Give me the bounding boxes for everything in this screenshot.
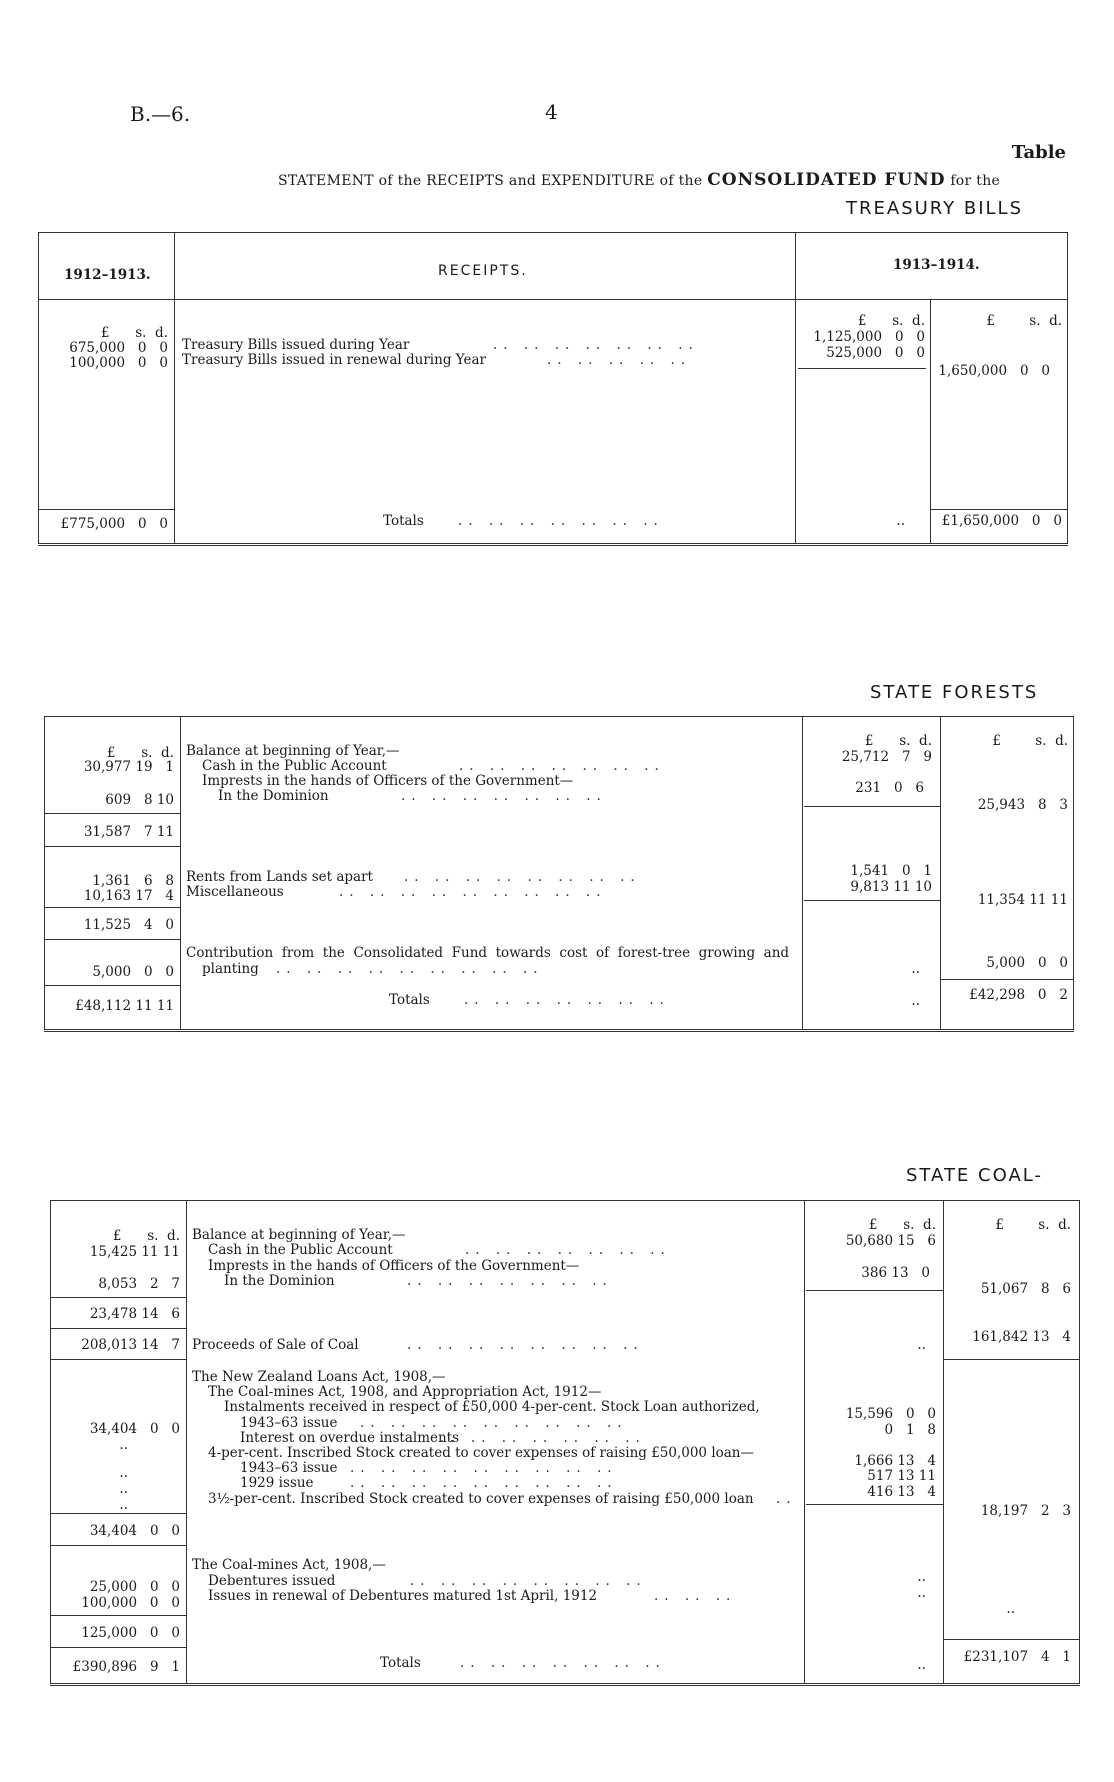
forests-contrib-mid: .. xyxy=(911,961,920,977)
coal-totals-label: Totals xyxy=(380,1655,421,1671)
leader-dots: .. .. .. .. .. .. .. xyxy=(460,1655,666,1671)
coal-cash-label: Cash in the Public Account xyxy=(208,1242,393,1258)
coal-deb-label: Debentures issued xyxy=(208,1573,336,1589)
leader-dots: .. .. .. .. .. .. .. xyxy=(459,758,665,774)
leader-dots: .. .. .. .. .. xyxy=(547,352,692,368)
coal-interest-prev: .. xyxy=(119,1437,128,1453)
forests-cash-prev: 30,977 19 1 xyxy=(83,759,174,775)
coal-inscribed-label: 4-per-cent. Inscribed Stock created to cover expenses of raising £50,000 loan— xyxy=(208,1445,755,1461)
forests-misc-curr: 9,813 11 10 xyxy=(850,879,932,895)
treasury-prev-1: 675,000 0 0 xyxy=(69,340,168,356)
section-title-treasury-bills: TREASURY BILLS xyxy=(846,198,1024,219)
forests-cash-curr: 25,712 7 9 xyxy=(841,749,932,765)
state-coal-table xyxy=(50,1200,1080,1686)
forests-totals-curr: £42,298 0 2 xyxy=(969,987,1068,1003)
forests-contrib-curr: 5,000 0 0 xyxy=(986,955,1068,971)
coal-deb-prev: 25,000 0 0 xyxy=(89,1579,180,1595)
coal-instal-label-1: Instalments received in respect of £50,000 4-per-cent. Stock Loan authorized, xyxy=(224,1399,760,1415)
statement-title xyxy=(278,170,1000,190)
coal-sale-prev: 208,013 14 7 xyxy=(81,1337,180,1353)
coal-sale-label: Proceeds of Sale of Coal xyxy=(192,1337,359,1353)
coal-sub2-prev: 34,404 0 0 xyxy=(89,1523,180,1539)
coal-instal-prev: 34,404 0 0 xyxy=(89,1421,180,1437)
coal-balance-total: 51,067 8 6 xyxy=(980,1281,1071,1297)
forests-misc-label: Miscellaneous xyxy=(186,884,284,900)
coal-dominion-label: In the Dominion xyxy=(224,1273,335,1289)
forests-contrib-prev: 5,000 0 0 xyxy=(92,964,174,980)
treasury-totals-label: Totals xyxy=(383,513,424,529)
coal-interest-curr: 0 1 8 xyxy=(884,1422,936,1438)
treasury-subtotal: 1,650,000 0 0 xyxy=(938,363,1050,379)
coal-renew-prev: 100,000 0 0 xyxy=(81,1595,180,1611)
leader-dots: .. .. .. .. .. .. .. xyxy=(464,992,670,1008)
forests-totals-mid: .. xyxy=(911,993,920,1009)
leader-dots: .. .. .. .. .. .. .. .. .. xyxy=(339,884,607,900)
treasury-label-2: Treasury Bills issued in renewal during Year xyxy=(182,352,486,368)
forests-dominion-label: In the Dominion xyxy=(218,788,329,804)
table-label: Table xyxy=(1011,142,1066,163)
forests-rents-label: Rents from Lands set apart xyxy=(186,869,373,885)
unit-curr1: £ s. d. xyxy=(857,313,925,329)
coal-cash-curr: 50,680 15 6 xyxy=(845,1233,936,1249)
forests-cash-label: Cash in the Public Account xyxy=(202,758,387,774)
coal-loans-total: 18,197 2 3 xyxy=(980,1503,1071,1519)
coal-sub3-prev: 125,000 0 0 xyxy=(81,1625,180,1641)
coal-half-label: 3½-per-cent. Inscribed Stock created to cover expenses of raising £50,000 loan xyxy=(208,1491,754,1507)
coal-totals-mid: .. xyxy=(917,1657,926,1673)
forests-balance-label: Balance at beginning of Year,— xyxy=(186,743,400,759)
forests-sub1-prev: 31,587 7 11 xyxy=(83,824,174,840)
coal-instal-label-2: 1943–63 issue xyxy=(240,1415,338,1431)
forests-imprests-label: Imprests in the hands of Officers of the Government— xyxy=(202,773,574,789)
leader-dots: .. .. .. xyxy=(654,1588,737,1604)
document-reference: B.—6. xyxy=(130,102,191,126)
treasury-totals-prev: £775,000 0 0 xyxy=(60,516,168,532)
coal-renew-label: Issues in renewal of Debentures matured 1st April, 1912 xyxy=(208,1588,598,1604)
col-header-receipts: RECEIPTS. xyxy=(438,263,528,279)
coal-balance-label: Balance at beginning of Year,— xyxy=(192,1227,406,1243)
leader-dots: .. .. .. .. .. .. .. xyxy=(493,337,699,353)
leader-dots: .. .. .. .. .. .. .. .. xyxy=(407,1337,644,1353)
coal-dominion-prev: 8,053 2 7 xyxy=(98,1276,180,1292)
col-header-1913: 1913–1914. xyxy=(893,257,980,273)
forests-contrib-label-1: Contribution from the Consolidated Fund towards cost of forest-tree growing and xyxy=(186,945,790,961)
unit-curr2: £ s. d. xyxy=(995,1217,1071,1233)
forests-contrib-label-2: planting xyxy=(202,961,259,977)
coal-half-curr: 416 13 4 xyxy=(867,1484,936,1500)
treasury-prev-2: 100,000 0 0 xyxy=(69,355,168,371)
unit-curr2: £ s. d. xyxy=(986,313,1062,329)
coal-sale-mid: .. xyxy=(917,1337,926,1353)
coal-coal-act-label: The Coal-mines Act, 1908, and Appropriation Act, 1912— xyxy=(208,1384,602,1400)
coal-dominion-curr: 386 13 0 xyxy=(861,1265,930,1281)
leader-dots: .. .. .. .. .. .. .. xyxy=(407,1273,613,1289)
coal-half-prev: .. xyxy=(119,1497,128,1513)
forests-rents-curr: 1,541 0 1 xyxy=(850,863,932,879)
coal-i1943-curr: 1,666 13 4 xyxy=(854,1453,936,1469)
leader-dots: .. .. .. .. .. .. .. xyxy=(401,788,607,804)
coal-imprests-label: Imprests in the hands of Officers of the Government— xyxy=(208,1258,580,1274)
section-title-state-coal: STATE COAL- xyxy=(906,1165,1043,1186)
unit-curr2: £ s. d. xyxy=(992,733,1068,749)
coal-i1943-label: 1943–63 issue xyxy=(240,1460,338,1476)
coal-i1929-prev: .. xyxy=(119,1481,128,1497)
coal-sale-curr: 161,842 13 4 xyxy=(972,1329,1071,1345)
leader-dots: .. .. .. .. .. .. .. .. .. xyxy=(360,1415,628,1431)
forests-totals-label: Totals xyxy=(389,992,430,1008)
leader-dots: .. .. .. .. .. .. .. xyxy=(458,513,664,529)
forests-dominion-prev: 609 8 10 xyxy=(105,792,174,808)
coal-totals-curr: £231,107 4 1 xyxy=(963,1649,1071,1665)
leader-dots: .. .. .. .. .. .. .. xyxy=(440,1430,646,1446)
unit-prev: £ s. d. xyxy=(100,325,168,341)
leader-dots: .. .. .. .. .. .. .. xyxy=(465,1242,671,1258)
coal-instal-curr: 15,596 0 0 xyxy=(845,1406,936,1422)
state-forests-table xyxy=(44,716,1074,1032)
unit-prev: £ s. d. xyxy=(106,745,174,761)
coal-deb-act-label: The Coal-mines Act, 1908,— xyxy=(192,1557,386,1573)
treasury-curr-1: 1,125,000 0 0 xyxy=(813,329,925,345)
unit-prev: £ s. d. xyxy=(112,1228,180,1244)
treasury-label-1: Treasury Bills issued during Year xyxy=(182,337,410,353)
leader-dots: .. .. .. .. .. .. .. .. .. xyxy=(350,1475,618,1491)
unit-curr1: £ s. d. xyxy=(868,1217,936,1233)
forests-dominion-curr: 231 0 6 xyxy=(855,780,924,796)
coal-sub1-prev: 23,478 14 6 xyxy=(89,1306,180,1322)
forests-rents-prev: 1,361 6 8 xyxy=(92,873,174,889)
leader-dots: .. .. .. .. .. .. .. .. .. xyxy=(276,961,544,977)
coal-i1929-curr: 517 13 11 xyxy=(867,1468,936,1484)
treasury-bills-table xyxy=(38,232,1068,546)
treasury-totals-mid: .. xyxy=(896,513,905,529)
leader-dots: .. xyxy=(776,1491,797,1507)
title-bold: CONSOLIDATED FUND xyxy=(707,170,946,190)
leader-dots: .. .. .. .. .. .. .. .. xyxy=(404,869,641,885)
leader-dots: .. .. .. .. .. .. .. .. xyxy=(410,1573,647,1589)
page-number: 4 xyxy=(545,100,558,124)
coal-nz-loans-label: The New Zealand Loans Act, 1908,— xyxy=(192,1369,446,1385)
title-post: for the xyxy=(950,173,1001,189)
coal-interest-label: Interest on overdue instalments xyxy=(240,1430,460,1446)
forests-sub2-prev: 11,525 4 0 xyxy=(83,917,174,933)
leader-dots: .. .. .. .. .. .. .. .. .. xyxy=(350,1460,618,1476)
treasury-curr-2: 525,000 0 0 xyxy=(826,345,925,361)
coal-totals-prev: £390,896 9 1 xyxy=(72,1659,180,1675)
treasury-totals-curr: £1,650,000 0 0 xyxy=(941,513,1062,529)
col-header-1912: 1912–1913. xyxy=(64,267,151,283)
coal-i1929-label: 1929 issue xyxy=(240,1475,314,1491)
coal-renew-curr: .. xyxy=(917,1585,926,1601)
coal-i1943-prev: .. xyxy=(119,1465,128,1481)
coal-deb-curr: .. xyxy=(917,1569,926,1585)
coal-deb-total: .. xyxy=(1006,1601,1015,1617)
forests-rents-total: 11,354 11 11 xyxy=(977,892,1068,908)
unit-curr1: £ s. d. xyxy=(864,733,932,749)
section-title-state-forests: STATE FORESTS xyxy=(870,682,1039,703)
forests-misc-prev: 10,163 17 4 xyxy=(83,888,174,904)
coal-cash-prev: 15,425 11 11 xyxy=(89,1244,180,1260)
forests-totals-prev: £48,112 11 11 xyxy=(75,998,174,1014)
title-pre: STATEMENT of the RECEIPTS and EXPENDITURE of the xyxy=(278,173,703,189)
forests-balance-total: 25,943 8 3 xyxy=(977,797,1068,813)
